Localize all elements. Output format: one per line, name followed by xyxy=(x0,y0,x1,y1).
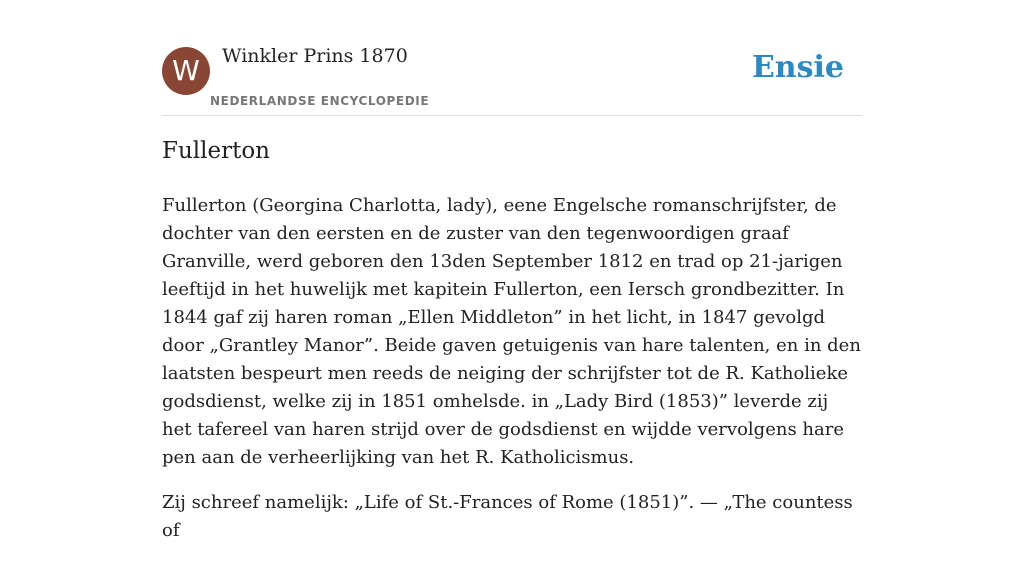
source-header xyxy=(162,0,862,116)
source-avatar[interactable]: W xyxy=(162,47,210,95)
article-paragraph: Fullerton (Georgina Charlotta, lady), eene Engelsche romanschrijfster, de dochter van den eersten en de zuster van den tegenwoordigen graaf Granville, werd geboren den 13den September 1812 en trad op 21-jarigen leeftijd in het huwelijk met kapitein Fullerton, een Iersch grondbezitter. In 1844 gaf zij haren roman „Ellen Middleton” in het licht, in 1847 gevolgd door „Grantley Manor”. Beide gaven getuigenis van hare talenten, en in den laatsten bespeurt men reeds de neiging der schrijfster tot de R. Katholieke godsdienst, welke zij in 1851 omhelsde. in „Lady Bird (1853)” leverde zij het tafereel van haren strijd over de godsdienst en wijdde vervolgens hare pen aan de verheerlijking van het R. Katholicismus. xyxy=(162,195,861,468)
source-title[interactable]: Winkler Prins 1870 xyxy=(222,45,408,67)
article-paragraph: Zij schreef namelijk: „Life of St.-Frances of Rome (1851)”. — „The countess of xyxy=(162,492,853,541)
article-body xyxy=(162,192,862,562)
article-title: Fullerton xyxy=(162,138,270,164)
source-subtitle: NEDERLANDSE ENCYCLOPEDIE xyxy=(210,94,430,108)
content-container xyxy=(162,0,862,541)
ensie-logo[interactable]: Ensie xyxy=(751,50,844,85)
